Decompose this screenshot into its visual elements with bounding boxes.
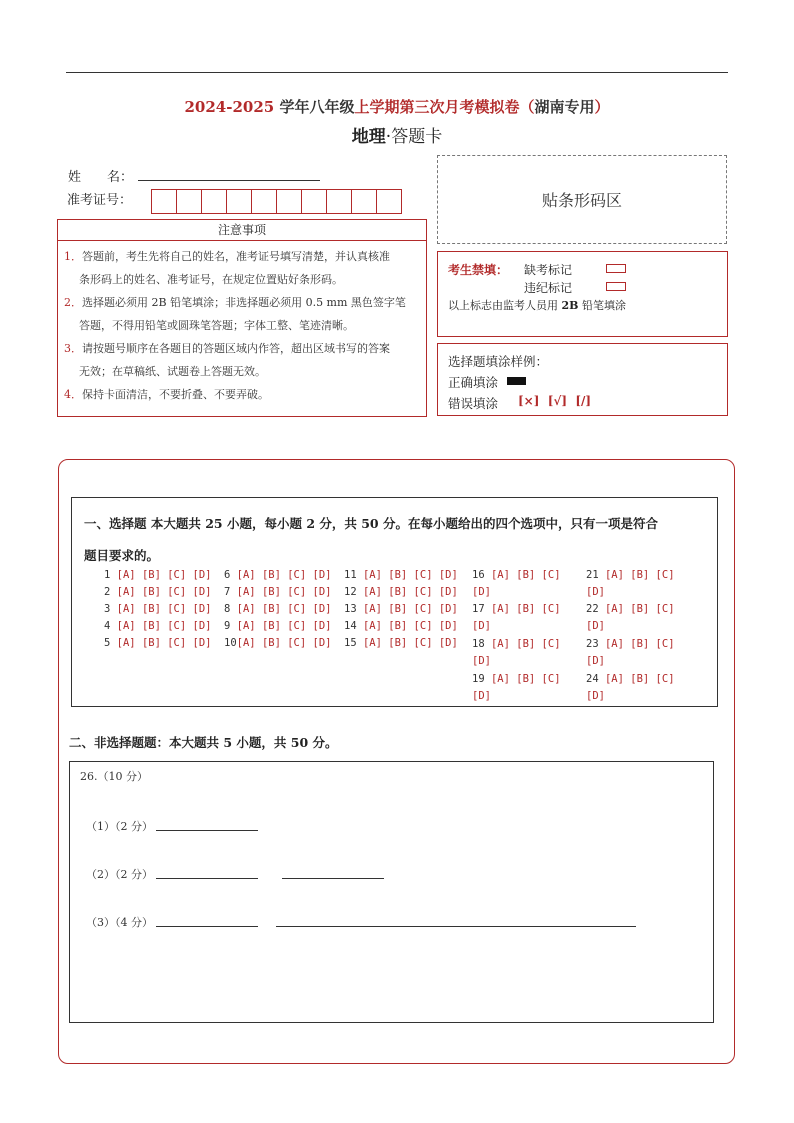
mc-heading-c: 题目要求的。: [84, 548, 160, 563]
marks-note-b: 2B: [561, 299, 579, 312]
mc-item-16-d[interactable]: [472, 586, 491, 598]
q26-part2-blank-b[interactable]: [282, 878, 384, 879]
q-num: 2: [104, 586, 111, 598]
mc-item-21[interactable]: [586, 569, 675, 581]
notice-text: 答题前，考生先将自己的姓名，准考证号填写清楚，并认真核准: [82, 250, 390, 263]
name-label: 姓 名：: [68, 170, 134, 185]
mc-item-6[interactable]: [224, 569, 331, 581]
mc-item-15[interactable]: [344, 637, 458, 649]
q-options[interactable]: [A] [B] [C] [D]: [236, 603, 332, 615]
absent-label: 缺考标记: [524, 263, 573, 277]
q-num: 4: [104, 620, 111, 632]
marks-note: [448, 297, 626, 313]
notice-item: [64, 291, 420, 314]
mc-item-18-d[interactable]: [472, 655, 491, 667]
mc-item-23-d[interactable]: [586, 655, 605, 667]
q-option-d[interactable]: [D]: [472, 655, 491, 667]
mc-item-13[interactable]: [344, 603, 458, 615]
mc-heading-b: 本大题共 25 小题，每小题 2 分，共 50 分。在每小题给出的四个选项中，只有一项是符合: [150, 516, 658, 531]
q-option-d[interactable]: [D]: [586, 655, 605, 667]
q-num: 6: [224, 569, 231, 581]
violation-mark-box[interactable]: [606, 282, 626, 291]
q-options[interactable]: [A] [B] [C]: [604, 673, 675, 685]
q-options[interactable]: [A] [B] [C] [D]: [116, 586, 212, 598]
q-options[interactable]: [A] [B] [C]: [490, 673, 561, 685]
mc-item-12[interactable]: [344, 586, 458, 598]
q-option-d[interactable]: [D]: [586, 620, 605, 632]
notice-item: [64, 245, 420, 268]
notice-header: 注意事项: [57, 219, 427, 241]
q-options[interactable]: [A] [B] [C] [D]: [116, 603, 212, 615]
question-26-box: [69, 761, 714, 1023]
notice-text: 条形码上的姓名、准考证号，在规定位置贴好条形码。: [79, 273, 343, 286]
mc-item-7[interactable]: [224, 586, 331, 598]
q26-part1-label: （1）（2 分）: [86, 820, 153, 833]
title-close: ）: [594, 98, 610, 116]
id-digit-box[interactable]: [351, 189, 377, 214]
mc-item-19[interactable]: [472, 673, 561, 685]
notice-text: 无效；在草稿纸、试题卷上答题无效。: [79, 365, 266, 378]
q-options[interactable]: [A] [B] [C] [D]: [116, 637, 212, 649]
mc-section: [71, 497, 718, 707]
q-options[interactable]: [A] [B] [C] [D]: [236, 620, 332, 632]
violation-label: 违纪标记: [524, 281, 573, 295]
correct-fill-mark: [507, 377, 526, 385]
mc-heading: [84, 508, 714, 572]
id-digit-box[interactable]: [326, 189, 352, 214]
q26-part1-blank[interactable]: [156, 830, 258, 831]
q-num: 7: [224, 586, 231, 598]
q-num: 12: [344, 586, 357, 598]
mc-item-14[interactable]: [344, 620, 458, 632]
q26-title: 26.（10 分）: [80, 770, 148, 783]
q-option-d[interactable]: [D]: [586, 690, 605, 702]
card-label: ·答题卡: [385, 127, 443, 147]
q-options[interactable]: [A] [B] [C] [D]: [362, 637, 458, 649]
q-options[interactable]: [A] [B] [C] [D]: [236, 569, 332, 581]
mc-item-22-d[interactable]: [586, 620, 605, 632]
q-num: 8: [224, 603, 231, 615]
mc-item-8[interactable]: [224, 603, 331, 615]
q-options[interactable]: [A] [B] [C]: [604, 569, 675, 581]
notice-text: 选择题必须用 2B 铅笔填涂；非选择题必须用 0.5 mm 黑色签字笔: [82, 296, 406, 309]
exam-marks-label: 考生禁填：: [448, 263, 509, 277]
notice-item: [64, 383, 420, 406]
mc-item-24-d[interactable]: [586, 690, 605, 702]
card-title: [0, 122, 794, 147]
wrong-fill-marks: [×] [√] [/]: [518, 394, 592, 408]
mc-item-21-d[interactable]: [586, 586, 605, 598]
barcode-label: 贴条形码区: [541, 191, 622, 210]
q-options[interactable]: [A] [B] [C] [D]: [116, 620, 212, 632]
q-num: 22: [586, 603, 599, 615]
q26-part3-label: （3）（4 分）: [86, 916, 153, 929]
notice-text: 答题，不得用铅笔或圆珠笔答题；字体工整、笔迹清晰。: [79, 319, 354, 332]
absent-mark-box[interactable]: [606, 264, 626, 273]
marks-note-a: 以上标志由监考人员用: [448, 299, 562, 312]
id-digit-box[interactable]: [226, 189, 252, 214]
mc-item-2[interactable]: [104, 586, 211, 598]
id-label: 准考证号：: [67, 193, 133, 208]
q-num: 9: [224, 620, 231, 632]
q-options[interactable]: [A] [B] [C] [D]: [362, 603, 458, 615]
q26-part3-blank-a[interactable]: [156, 926, 258, 927]
mc-item-5[interactable]: [104, 637, 211, 649]
q-num: 1: [104, 569, 111, 581]
notice-box: [57, 240, 427, 417]
fill-sample-box: [437, 343, 728, 416]
id-digit-box[interactable]: [301, 189, 327, 214]
q-options[interactable]: [A] [B] [C]: [490, 638, 561, 650]
id-digit-box[interactable]: [151, 189, 177, 214]
mc-item-23[interactable]: [586, 638, 675, 650]
q26-part3-blank-b[interactable]: [276, 926, 636, 927]
marks-note-c: 铅笔填涂: [578, 299, 626, 312]
name-field[interactable]: [138, 180, 320, 181]
notice-num: 3．: [64, 342, 82, 355]
q-num: 10: [224, 637, 237, 649]
q-num: 16: [472, 569, 485, 581]
q-num: 18: [472, 638, 485, 650]
q-num: 23: [586, 638, 599, 650]
q-num: 24: [586, 673, 599, 685]
q-num: 5: [104, 637, 111, 649]
notice-num: 1．: [64, 250, 82, 263]
id-digit-box[interactable]: [201, 189, 227, 214]
sample-title: 选择题填涂样例：: [448, 354, 549, 369]
mc-item-10[interactable]: [224, 637, 331, 649]
mc-item-16[interactable]: [472, 569, 561, 581]
q26-part2-label: （2）（2 分）: [86, 868, 153, 881]
mc-item-1[interactable]: [104, 569, 211, 581]
title-grade: 学年八年级: [274, 98, 355, 116]
title-term: 上学期第三次月考模拟卷（: [354, 98, 535, 116]
title-region: 湖南专用: [534, 98, 595, 116]
mc-item-22[interactable]: [586, 603, 675, 615]
notice-text: 保持卡面清洁，不要折叠、不要弄破。: [82, 388, 269, 401]
q-num: 15: [344, 637, 357, 649]
q-num: 19: [472, 673, 485, 685]
exam-marks-box: [437, 251, 728, 337]
id-digit-box[interactable]: [251, 189, 277, 214]
notice-num: 2．: [64, 296, 82, 309]
mc-item-9[interactable]: [224, 620, 331, 632]
q-num: 14: [344, 620, 357, 632]
q-num: 3: [104, 603, 111, 615]
barcode-area: [437, 155, 727, 244]
id-digit-box[interactable]: [376, 189, 402, 214]
sample-correct-label: 正确填涂: [448, 375, 499, 390]
q-options[interactable]: [A] [B] [C] [D]: [362, 620, 458, 632]
q-num: 13: [344, 603, 357, 615]
mc-item-17[interactable]: [472, 603, 561, 615]
mc-heading-a: 一、选择题: [84, 516, 147, 531]
mc-item-3[interactable]: [104, 603, 211, 615]
exam-id-boxes[interactable]: [152, 189, 402, 214]
q-options[interactable]: [A] [B] [C] [D]: [362, 586, 458, 598]
q-options[interactable]: [A] [B] [C]: [604, 603, 675, 615]
q-option-d[interactable]: [D]: [472, 620, 491, 632]
q-options[interactable]: [A] [B] [C] [D]: [236, 637, 332, 649]
q-num: 17: [472, 603, 485, 615]
section-2-heading: 二、非选择题题：本大题共 5 小题，共 50 分。: [69, 735, 338, 750]
notice-num: 4．: [64, 388, 82, 401]
q-options[interactable]: [A] [B] [C]: [604, 638, 675, 650]
title-years: 2024-2025: [184, 98, 275, 116]
subject-label: 地理: [351, 127, 386, 147]
q-options[interactable]: [A] [B] [C] [D]: [362, 569, 458, 581]
q-options[interactable]: [A] [B] [C]: [490, 603, 561, 615]
mc-item-19-d[interactable]: [472, 690, 491, 702]
q26-part2-blank-a[interactable]: [156, 878, 258, 879]
id-digit-box[interactable]: [176, 189, 202, 214]
mc-item-18[interactable]: [472, 638, 561, 650]
top-rule: [66, 72, 728, 73]
mc-item-11[interactable]: [344, 569, 458, 581]
q-num: 11: [344, 569, 357, 581]
q-options[interactable]: [A] [B] [C]: [490, 569, 561, 581]
notice-text: 请按题号顺序在各题目的答题区域内作答，超出区域书写的答案: [82, 342, 390, 355]
q-options[interactable]: [A] [B] [C] [D]: [236, 586, 332, 598]
notice-item: [64, 337, 420, 360]
mc-item-17-d[interactable]: [472, 620, 491, 632]
q-options[interactable]: [A] [B] [C] [D]: [116, 569, 212, 581]
mc-item-24[interactable]: [586, 673, 675, 685]
id-digit-box[interactable]: [276, 189, 302, 214]
q-option-d[interactable]: [D]: [472, 586, 491, 598]
q-option-d[interactable]: [D]: [586, 586, 605, 598]
sample-wrong-label: 错误填涂: [448, 396, 499, 411]
exam-title: [0, 96, 794, 117]
q-option-d[interactable]: [D]: [472, 690, 491, 702]
q-num: 21: [586, 569, 599, 581]
mc-item-4[interactable]: [104, 620, 211, 632]
